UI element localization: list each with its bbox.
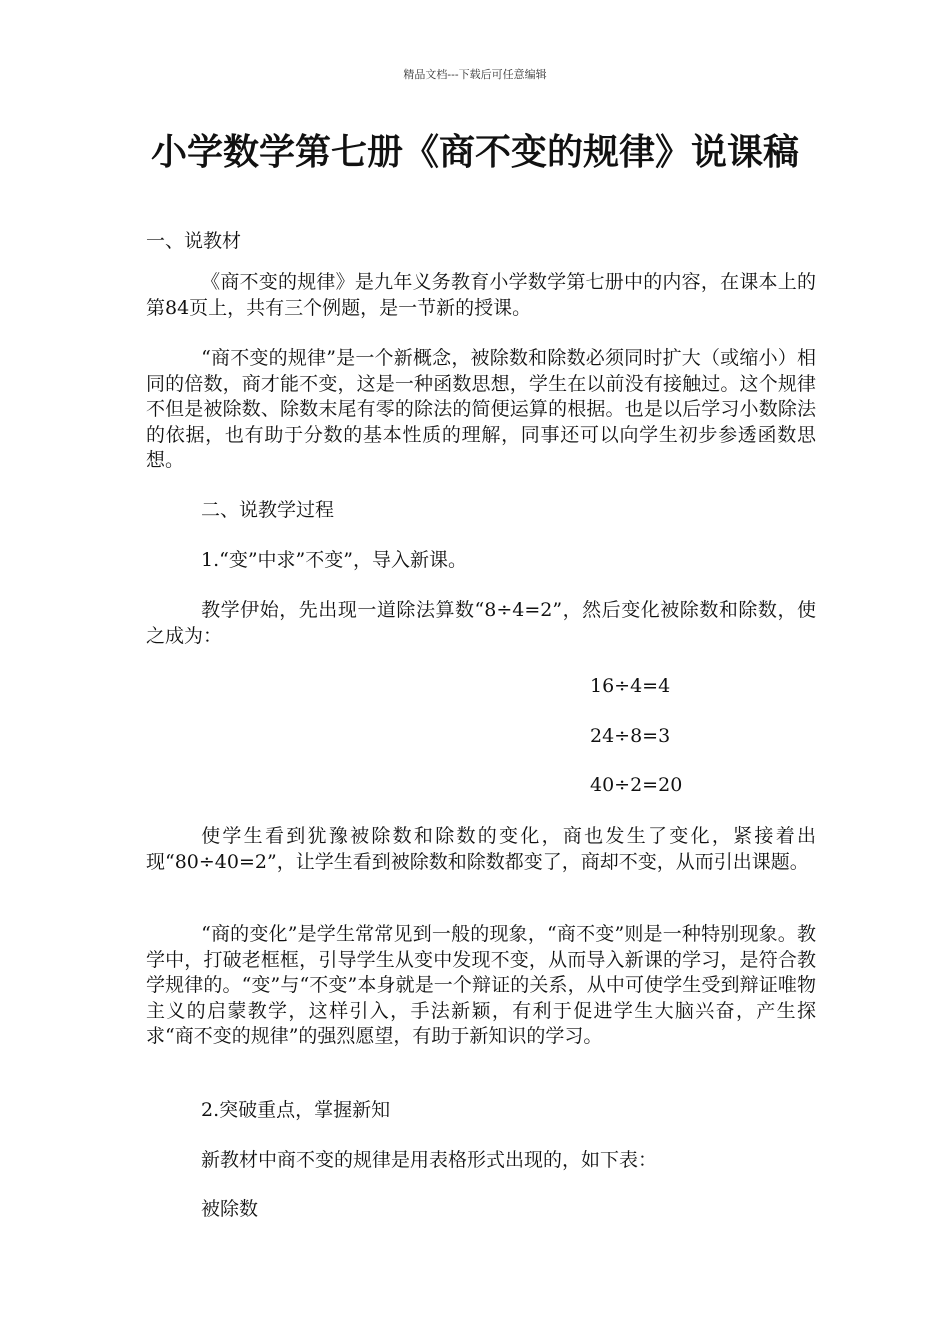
equation-1: 16÷4=4	[590, 675, 671, 697]
section-heading-teaching-process: 二、说教学过程	[201, 499, 335, 521]
document-title: 小学数学第七册《商不变的规律》说课稿	[150, 131, 799, 173]
equation-2: 24÷8=3	[590, 725, 671, 747]
step-heading-key-points: 2.突破重点，掌握新知	[201, 1099, 391, 1121]
table-label-dividend: 被除数	[201, 1198, 259, 1220]
paragraph-concept: “商不变的规律”是一个新概念，被除数和除数必须同时扩大（或缩小）相同的倍数，商才能不变，这是一种函数思想，学生在以前没有接触过。这个规律不但是被除数、除数末尾有零的除法的简便运算的根据。也是以后学习小数除法的依据，也有助于分数的基本性质的理解，同事还可以向学生初步参透函数思想。	[146, 347, 816, 471]
paragraph-intro-example: 教学伊始，先出现一道除法算数“8÷4=2”，然后变化被除数和除数，使之成为：	[146, 599, 816, 647]
paragraph-after-equations: 使学生看到犹豫被除数和除数的变化，商也发生了变化，紧接着出现“80÷40=2”，让学生看到被除数和除数都变了，商却不变，从而引出课题。	[146, 825, 816, 873]
paragraph-change-explanation: “商的变化”是学生常常见到一般的现象，“商不变”则是一种特别现象。教学中，打破老框框，引导学生从变中发现不变，从而导入新课的学习，是符合教学规律的。“变”与“不变”本身就是一个辩证的关系，从中可使学生受到辩证唯物主义的启蒙教学，这样引入，手法新颖，有利于促进学生大脑兴奋，产生探求“商不变的规律”的强烈愿望，有助于新知识的学习。	[146, 923, 816, 1047]
page-header: 精品文档---下载后可任意编辑	[403, 68, 547, 81]
paragraph-table-intro: 新教材中商不变的规律是用表格形式出现的，如下表：	[201, 1149, 658, 1171]
section-heading-teaching-material: 一、说教材	[146, 230, 242, 252]
equation-3: 40÷2=20	[590, 774, 683, 796]
step-heading-introduction: 1.“变”中求”不变”，导入新课。	[201, 549, 467, 571]
paragraph-textbook-content: 《商不变的规律》是九年义务教育小学数学第七册中的内容，在课本上的第84页上，共有三个例题，是一节新的授课。	[146, 271, 816, 319]
